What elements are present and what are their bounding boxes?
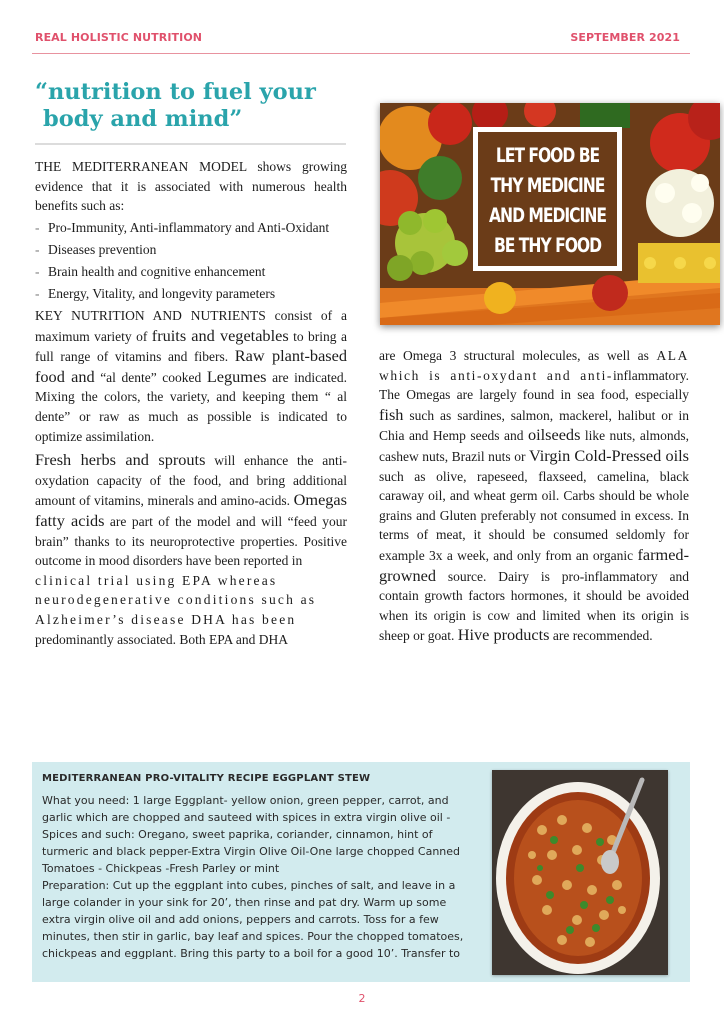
clinical-trial-text: clinical trial using EPA whereas neurodegenerative conditions such as Alzheimer’s disease DHA has been xyxy=(35,572,317,628)
intro-paragraph: THE MEDITERRANEAN MODEL shows growing evidence that it is associated with numerous health benefits such as: xyxy=(35,159,347,214)
benefits-list xyxy=(35,218,347,304)
omega-paragraph: are Omega 3 structural molecules, as well as ALA which is anti-oxydant and anti-inflammatory. The Omegas are largely found in sea food, especially fish such as sardines, salmon, mackerel, halibut or in Chia and Hemp seeds and oilseeds like nuts, almonds, cashew nuts, Brazil nuts or Virgin Cold-Pressed oils such as olive, rapeseed, flaxseed, camelina, black caraway oil, and wheat germ oil. Carbs should be whole grains and Gluten preferably not consumed in excess. In terms of meat, it should be consumed seldomly for example 3x a week, and only from an organic farmed-growned source. Dairy is pro-inflammatory and contain growth factors hormones, it should be avoided when its origin is cow and limited when its origin is sheep or goat. Hive products are recommended. xyxy=(379,348,689,645)
article-title xyxy=(35,79,355,133)
list-item: - Brain health and cognitive enhancement xyxy=(35,262,347,282)
recipe-box xyxy=(32,762,690,982)
left-column xyxy=(35,157,347,649)
recipe-title: MEDITERRANEAN PRO-VITALITY RECIPE EGGPLANT STEW xyxy=(42,773,371,784)
page-number: 2 xyxy=(358,992,366,1005)
issue-date: SEPTEMBER 2021 xyxy=(570,31,680,44)
quote-text: LET FOOD BE THY MEDICINE AND MEDICINE BE THY FOOD xyxy=(489,144,606,257)
food-quote-image xyxy=(380,103,720,325)
stew-pot-image xyxy=(492,770,668,975)
list-item: - Diseases prevention xyxy=(35,240,347,260)
newsletter-name: REAL HOLISTIC NUTRITION xyxy=(35,31,203,44)
list-item: - Energy, Vitality, and longevity parameters xyxy=(35,284,347,304)
recipe-body xyxy=(42,792,477,962)
list-item: - Pro-Immunity, Anti-inflammatory and Anti-Oxidant xyxy=(35,218,347,238)
nutrients-paragraph: KEY NUTRITION AND NUTRIENTS consist of a maximum variety of fruits and vegetables to bring a full range of vitamins and fibers. Raw plant-based food and “al dente” cooked Legumes are indicated. Mixing the colors, the variety, and keeping them “ al dente” or raw as much as possible is indicated to optimize assimilation. xyxy=(35,308,348,444)
herbs-omegas-paragraph: Fresh herbs and sprouts will enhance the anti-oxydation capacity of the food, and bring additional amount of vitamins, minerals and amino-acids. Omegas fatty acids are part of the model and will “feed your brain” thanks to its neuroprotective properties. Positive outcome in mood disorders have been reported in xyxy=(35,450,347,569)
title-line-1: “nutrition to fuel your xyxy=(35,79,316,105)
right-column xyxy=(379,346,689,646)
eggplant-stew-photo xyxy=(492,770,668,975)
recipe-ingredients: What you need: 1 large Eggplant- yellow onion, green pepper, carrot, and garlic which are chopped and sauteed with spices in extra virgin olive oil -Spices and such: Oregano, sweet paprika, coriander, cinnamon, hint of turmeric and black pepper-Extra Virgin Olive Oil-One large chopped Canned Tomatoes - Chickpeas -Fresh Parley or mint xyxy=(42,794,461,875)
title-divider xyxy=(35,143,346,145)
header-divider xyxy=(32,53,690,54)
epa-dha-text: predominantly associated. Both EPA and DHA xyxy=(35,631,288,647)
title-line-2: body and mind” xyxy=(43,106,243,132)
recipe-preparation: Preparation: Cut up the eggplant into cubes, pinches of salt, and leave in a large colander in your sink for 20’, then rinse and pat dry. Warm up some extra virgin olive oil and add onions, peppers and carrots. Toss for a few minutes, then stir in garlic, bay leaf and spices. Pour the chopped tomatoes, chickpeas and eggplant. Bring this party to a boil for a good 10’. Transfer to xyxy=(42,879,464,960)
